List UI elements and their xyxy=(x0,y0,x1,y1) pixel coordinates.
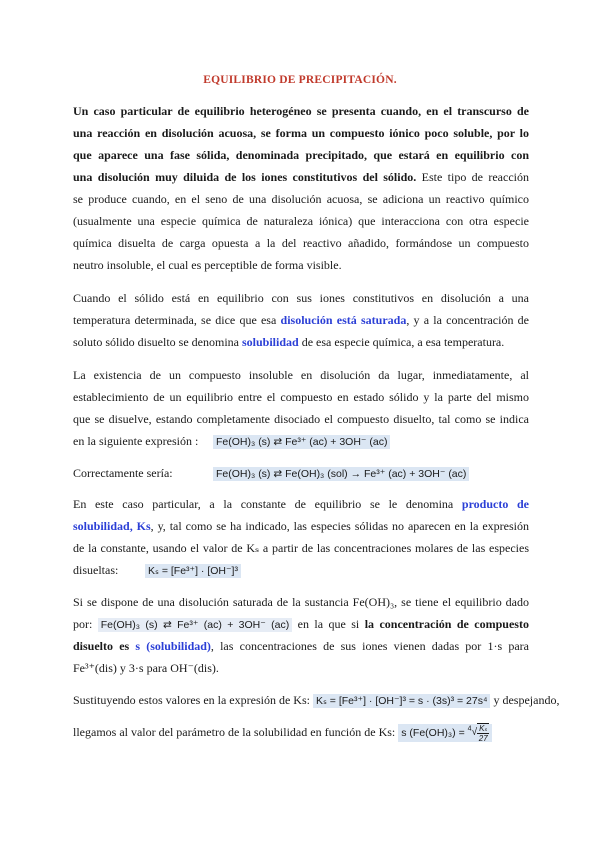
text-span: y despejando, xyxy=(490,693,560,707)
equation-dissociation: Fe(OH)₃ (s) ⇄ Fe³⁺ (ac) + 3OH⁻ (ac) xyxy=(213,435,390,449)
text-span: por: xyxy=(73,617,98,631)
text-span: llegamos al valor del parámetro de la solubilidad en función de Ks: xyxy=(73,725,399,739)
text-span: En este caso particular, a la constante de equilibrio se le denomina xyxy=(73,497,462,511)
root-index: 4 xyxy=(467,725,472,733)
paragraph-saturation xyxy=(73,287,529,353)
highlight-term: s (solubilidad) xyxy=(135,639,211,653)
paragraph-intro xyxy=(73,100,529,276)
text-span: Sustituyendo estos valores en la expresión de Ks: xyxy=(73,693,313,707)
text-line: Cuando el sólido está en equilibrio con sus iones constitutivos en disolución a una xyxy=(73,291,529,305)
paragraph-correct xyxy=(73,462,529,484)
text-line xyxy=(73,309,529,331)
text-span: , y a la concentración de xyxy=(406,313,529,327)
text-line: que aparece una fase sólida, denominada precipitado, que estará en equilibrio con xyxy=(73,148,529,162)
highlight-term: solubilidad, Ks xyxy=(73,519,151,533)
text-line xyxy=(73,331,529,353)
text-line xyxy=(73,613,529,635)
equation-inline: Fe(OH)₃ (s) ⇄ Fe³⁺ (ac) + 3OH⁻ (ac) xyxy=(98,618,292,632)
text-span: de esa especie química, a esa temperatura. xyxy=(298,335,505,349)
text-span: en la que si xyxy=(292,617,365,631)
equation-lhs: s (Fe(OH)₃) = xyxy=(401,727,468,739)
text-line: Si se dispone de una disolución saturada de la sustancia Fe(OH)₃, se tiene el equilibrio dado xyxy=(73,595,529,609)
root-sign: $^4$√ xyxy=(467,725,478,739)
paragraph-insoluble xyxy=(73,364,529,452)
fraction-denominator: 27 xyxy=(478,734,488,744)
bold-text: disuelto es xyxy=(73,639,136,653)
text-line xyxy=(73,689,560,711)
text-line xyxy=(73,166,529,188)
text-span: en la siguiente expresión : xyxy=(73,434,199,448)
text-line: neutro insoluble, el cual es perceptible de forma visible. xyxy=(73,258,342,272)
paragraph-substitution xyxy=(73,689,560,744)
highlight-term: disolución está saturada xyxy=(280,313,407,327)
text-line: de la constante, usando el valor de Kₛ a partir de las concentraciones molares de las especies xyxy=(73,541,529,555)
text-line: establecimiento de un equilibrio entre el compuesto en estado sólido y la parte del mismo xyxy=(73,390,529,404)
text-line xyxy=(73,515,529,537)
text-line xyxy=(73,635,529,657)
text-line: química disuelta de carga opuesta a la del reactivo añadido, formándose un compuesto xyxy=(73,236,529,250)
text-line: se produce cuando, en el seno de una disolución acuosa, se adiciona un reactivo químico xyxy=(73,192,529,206)
text-span: disueltas: xyxy=(73,563,119,577)
fraction-numerator: Kₛ xyxy=(479,724,488,734)
document-title: EQUILIBRIO DE PRECIPITACIÓN. xyxy=(203,74,397,86)
highlight-term: producto de xyxy=(461,497,529,511)
fraction xyxy=(477,723,489,743)
text-span: , las concentraciones de sus iones vienen dadas por 1·s para xyxy=(210,639,529,653)
equation-ks: Kₛ = [Fe³⁺] · [OH⁻]³ xyxy=(145,564,241,578)
text-line: La existencia de un compuesto insoluble en disolución da lugar, inmediatamente, al xyxy=(73,368,529,382)
text-span: temperatura determinada, se dice que esa xyxy=(73,313,281,327)
paragraph-saturated-solution xyxy=(73,591,529,679)
paragraph-ks xyxy=(73,493,529,581)
equation-solubility xyxy=(398,724,492,742)
text-line: Fe³⁺(dis) y 3·s para OH⁻(dis). xyxy=(73,661,219,675)
text-span: , y, tal como se ha indicado, las especies sólidas no aparecen en la expresión xyxy=(150,519,529,533)
text-span: soluto sólido disuelto se denomina xyxy=(73,335,242,349)
text-line: (usualmente una especie química de naturaleza iónica) que interacciona con otra especie xyxy=(73,214,529,228)
text-line xyxy=(73,430,529,452)
text-line xyxy=(73,721,529,743)
text-line: que se disuelve, estando completamente disociado el compuesto disuelto, tal como se indica xyxy=(73,412,529,426)
text-span: Este tipo de reacción xyxy=(416,170,529,184)
text-span: Correctamente sería: xyxy=(73,466,173,480)
text-line xyxy=(73,462,529,484)
bold-text: una disolución muy diluida de los iones constitutivos del sólido. xyxy=(73,170,417,184)
text-line: Un caso particular de equilibrio heterogéneo se presenta cuando, en el transcurso de xyxy=(73,104,529,118)
bold-text: la concentración de compuesto xyxy=(364,617,529,631)
highlight-term: solubilidad xyxy=(242,335,299,349)
text-line xyxy=(73,493,529,515)
text-line: una reacción en disolución acuosa, se forma un compuesto iónico poco soluble, por lo xyxy=(73,126,529,140)
equation-correct: Fe(OH)₃ (s) ⇄ Fe(OH)₃ (sol) → Fe³⁺ (ac) + 3OH⁻ (ac) xyxy=(213,467,469,481)
equation-ks-substituted: Kₛ = [Fe³⁺] · [OH⁻]³ = s · (3s)³ = 27s⁴ xyxy=(313,694,491,708)
text-line xyxy=(73,559,529,581)
